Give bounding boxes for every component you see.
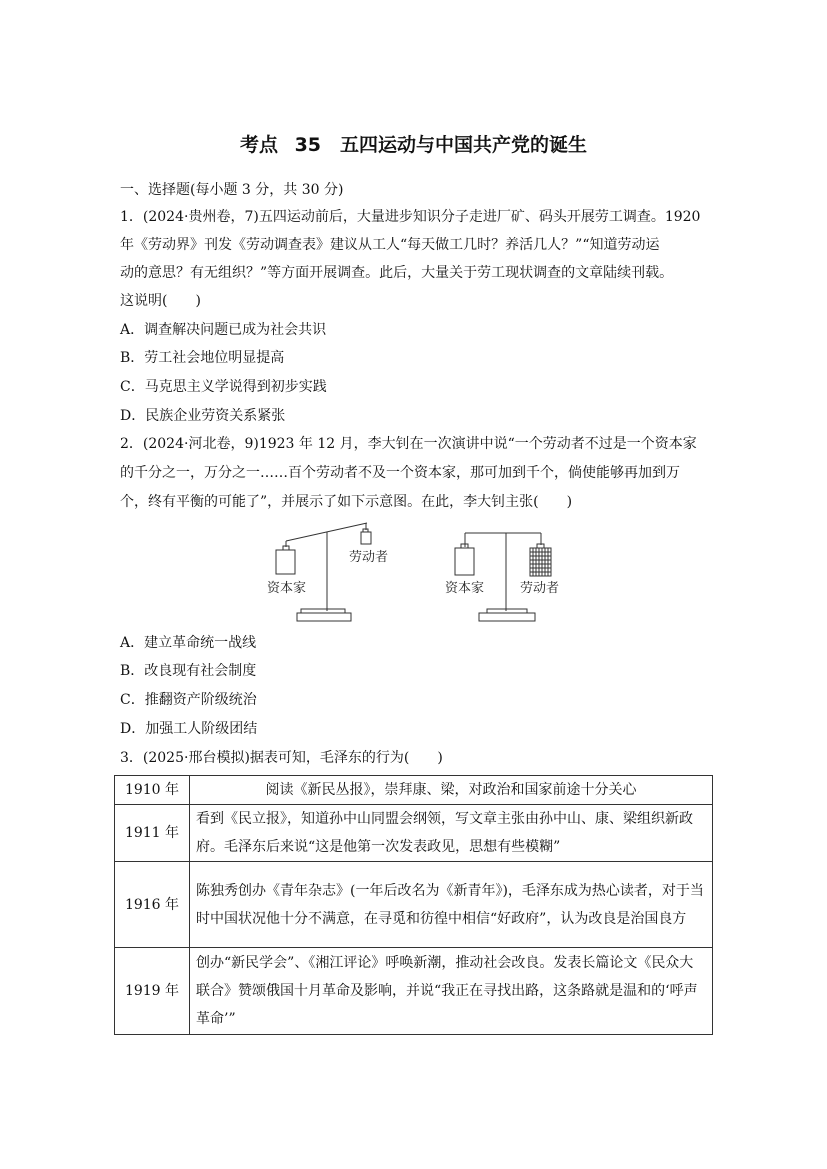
q2-option-c[interactable]: C．推翻资产阶级统治 <box>120 692 257 708</box>
q1-option-b[interactable]: B．劳工社会地位明显提高 <box>120 350 285 366</box>
page-title: 考点 35 五四运动与中国共产党的诞生 <box>239 134 588 156</box>
event-cell: 阅读《新民丛报》，崇拜康、梁，对政治和国家前途十分关心 <box>190 776 713 805</box>
event-cell: 看到《民立报》，知道孙中山同盟会纲领，写文章主张由孙中山、康、梁组织新政府。毛泽东后来说“这是他第一次发表政见，思想有些模糊” <box>190 805 713 862</box>
q2-option-d[interactable]: D．加强工人阶级团结 <box>120 721 258 737</box>
table-row <box>115 948 713 1035</box>
q1-option-a[interactable]: A．调查解决问题已成为社会共识 <box>120 322 327 338</box>
event-cell: 陈独秀创办《青年杂志》(一年后改名为《新青年》)，毛泽东成为热心读者，对于当时中国状况他十分不满意，在寻觅和彷徨中相信“好政府”，认为改良是治国良方 <box>190 862 713 948</box>
q2-option-a[interactable]: A．建立革命统一战线 <box>120 635 257 651</box>
year-cell: 1919 年 <box>115 948 190 1035</box>
worker-weight <box>361 532 371 544</box>
capitalist-weight <box>455 548 474 575</box>
unbalanced-scale <box>276 523 371 621</box>
capitalist-label-right: 资本家 <box>445 581 485 596</box>
q2-stem-line: 的千分之一，万分之一……百个劳动者不及一个资本家，那可加到千个，倘使能够再加到万 <box>120 465 680 481</box>
year-cell: 1916 年 <box>115 862 190 948</box>
q2-stem-line: 个，终有平衡的可能了”，并展示了如下示意图。在此，李大钊主张( ) <box>120 494 573 510</box>
year-cell: 1911 年 <box>115 805 190 862</box>
q1-stem-line: 这说明( ) <box>120 293 201 309</box>
mao-timeline-table <box>114 775 713 1035</box>
capitalist-label-left: 资本家 <box>267 581 307 596</box>
balanced-scale <box>455 533 551 621</box>
q2-stem-line: 2．(2024·河北卷，9)1923 年 12 月，李大钊在一次演讲中说“一个劳动者不过是一个资本家 <box>120 436 697 452</box>
year-cell: 1910 年 <box>115 776 190 805</box>
q1-stem-line: 年《劳动界》刊发《劳动调查表》建议从工人“每天做工几时？养活几人？”“知道劳动运 <box>120 237 660 253</box>
table-row <box>115 776 713 805</box>
section-heading: 一、选择题(每小题 3 分，共 30 分) <box>120 182 344 198</box>
q3-stem: 3．(2025·邢台模拟)据表可知，毛泽东的行为( ) <box>120 750 443 766</box>
worker-label-left: 劳动者 <box>349 550 389 565</box>
event-cell: 创办“新民学会”、《湘江评论》呼唤新潮，推动社会改良。发表长篇论文《民众大联合》赞颂俄国十月革命及影响，并说“我正在寻找出路，这条路就是温和的‘呼声革命’” <box>190 948 713 1035</box>
table-row <box>115 862 713 948</box>
q2-option-b[interactable]: B．改良现有社会制度 <box>120 663 257 679</box>
q1-stem-line: 动的意思？有无组织？”等方面开展调查。此后，大量关于劳工现状调查的文章陆续刊载。 <box>120 265 674 281</box>
q1-option-c[interactable]: C．马克思主义学说得到初步实践 <box>120 379 327 395</box>
capitalist-weight <box>276 550 295 574</box>
worker-label-right: 劳动者 <box>520 581 560 596</box>
q1-stem-line: 1．(2024·贵州卷，7)五四运动前后，大量进步知识分子走进厂矿、码头开展劳工调查。1920 <box>120 209 701 225</box>
q1-option-d[interactable]: D．民族企业劳资关系紧张 <box>120 408 286 424</box>
table-row <box>115 805 713 862</box>
